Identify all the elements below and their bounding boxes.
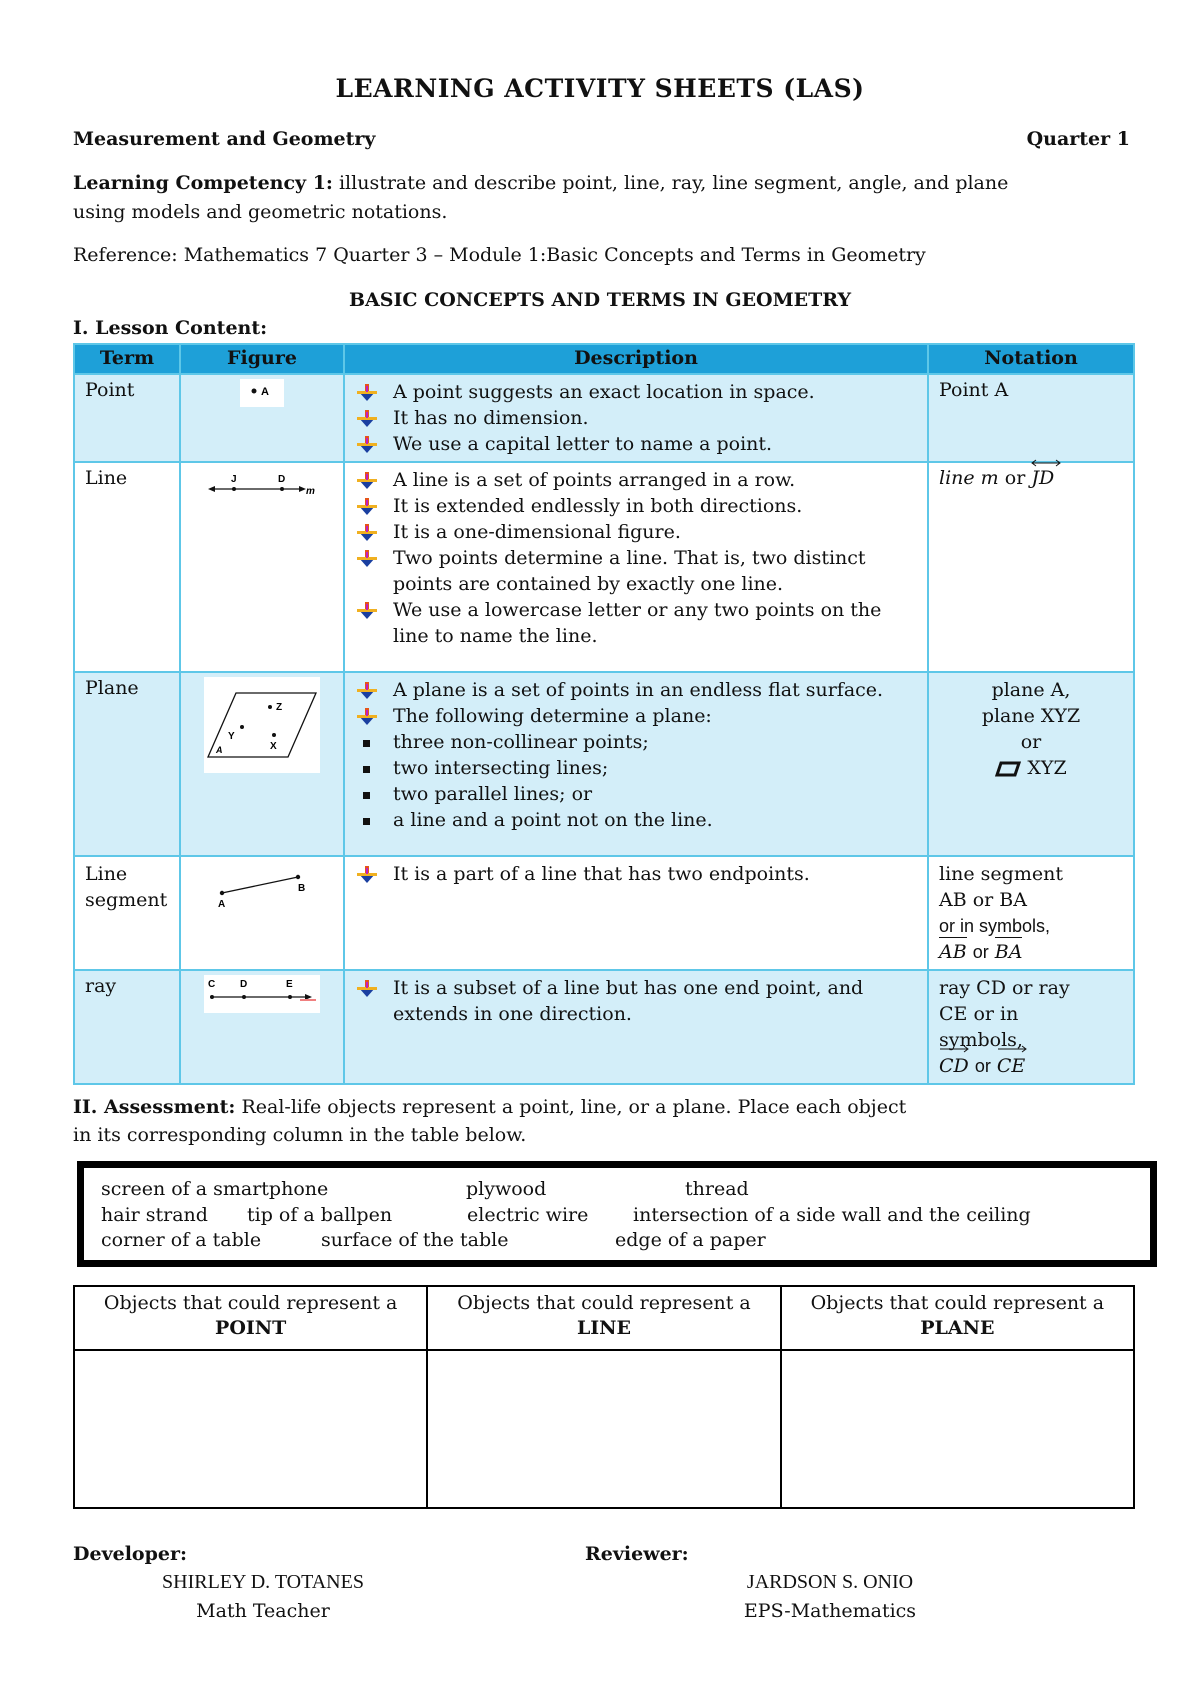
assessment-line-2: in its corresponding column in the table below. [73,1124,527,1146]
notation-line: XYZ [939,755,1123,781]
reviewer-role: EPS-Mathematics [743,1600,917,1622]
figure-label: A [216,745,223,755]
notation-line: plane XYZ [981,705,1081,727]
developer-name: SHIRLEY D. TOTANES [162,1571,364,1593]
section-title: BASIC CONCEPTS AND TERMS IN GEOMETRY [348,289,852,311]
figure-cell [180,970,344,1084]
answer-cell-plane[interactable] [781,1350,1134,1508]
assessment-heading: II. Assessment: [73,1096,236,1118]
notation-line-symbol: JD [1031,467,1054,489]
figure-label: X [270,741,277,752]
col-notation: Notation [928,344,1134,374]
arrow-bullet-icon [357,980,377,998]
competency-text: illustrate and describe point, line, ray, line segment, angle, and plane [338,172,1009,194]
object-item: edge of a paper [615,1229,766,1251]
competency-label: Learning Competency 1: [73,172,333,194]
arrow-bullet-icon [357,682,377,700]
description-list [355,379,917,457]
figure-label: C [208,979,216,990]
arrow-bullet-icon [357,602,377,620]
col-term: Term [74,344,180,374]
object-item: thread [685,1178,749,1200]
square-bullet-icon [363,766,370,773]
description-item: Two points determine a line. That is, two distinct points are contained by exactly one line. [393,545,917,597]
notation-cell: Point A [928,374,1134,462]
arrow-bullet-icon [357,384,377,402]
object-item: surface of the table [321,1229,509,1251]
developer-label: Developer: [73,1543,187,1565]
figure-label: D [278,474,286,485]
quarter-label: Quarter 1 [1026,128,1130,150]
arrow-bullet-icon [357,436,377,454]
description-item: We use a lowercase letter or any two points on the line to name the line. [393,597,917,649]
arrow-bullet-icon [357,708,377,726]
term-cell: Plane [74,672,180,856]
answer-col-plane: Objects that could represent a PLANE [781,1286,1134,1350]
arrow-bullet-icon [357,410,377,428]
description-item: a line and a point not on the line. [393,807,917,833]
description-item: It is extended endlessly in both directions. [393,493,917,519]
description-item: two parallel lines; or [393,781,917,807]
arrow-bullet-icon [357,524,377,542]
point-figure [240,379,284,407]
answer-body-row [74,1350,1134,1508]
arrow-bullet-icon [357,866,377,884]
double-arrow-icon [1031,459,1061,467]
reviewer-label: Reviewer: [585,1543,689,1565]
description-item: We use a capital letter to name a point. [393,431,917,457]
competency-line-1 [73,172,1008,194]
arrow-bullet-icon [357,550,377,568]
answer-cell-point[interactable] [74,1350,427,1508]
figure-label: E [286,979,293,990]
figure-cell [180,856,344,970]
competency-line-2: using models and geometric notations. [73,201,448,223]
description-item: The following determine a plane: [393,703,917,729]
notation-cell [928,672,1134,856]
col-figure: Figure [180,344,344,374]
description-list [355,975,917,1027]
lesson-table [73,343,1135,1085]
description-item: two intersecting lines; [393,755,917,781]
object-item: hair strand [101,1204,208,1226]
notation-cell: line segment AB or BA or in symbols, AB or BA [928,856,1134,970]
description-item: It is a part of a line that has two endpoints. [393,861,917,887]
object-item: intersection of a side wall and the ceiling [633,1204,1031,1226]
subject-label: Measurement and Geometry [73,128,376,150]
arrow-bullet-icon [357,472,377,490]
square-bullet-icon [363,818,370,825]
answer-header-row [74,1286,1134,1350]
lesson-header-row [74,344,1134,374]
notation-cell [928,462,1134,672]
square-bullet-icon [363,792,370,799]
description-cell [344,374,928,462]
notation-line: plane A, [991,679,1071,701]
notation-or: or [1004,467,1026,489]
figure-label: Y [228,731,235,742]
description-cell [344,970,928,1084]
description-list [355,677,917,833]
figure-label: m [306,486,315,497]
lesson-heading: I. Lesson Content: [73,317,268,339]
notation-cell: ray CD or ray CE or in symbols, CD or CE [928,970,1134,1084]
assessment-instructions: Real-life objects represent a point, line, or a plane. Place each object [241,1096,907,1118]
description-item: It is a one-dimensional figure. [393,519,917,545]
object-item: plywood [466,1178,547,1200]
description-cell [344,672,928,856]
figure-label: Z [276,702,283,713]
col-description: Description [344,344,928,374]
description-item: A line is a set of points arranged in a row. [393,467,917,493]
developer-role: Math Teacher [196,1600,330,1622]
reference-text: Reference: Mathematics 7 Quarter 3 – Module 1:Basic Concepts and Terms in Geometry [73,244,926,266]
plane-figure [204,677,320,773]
notation-line-m: line m [939,467,999,489]
objects-box [77,1161,1157,1267]
row-plane [74,672,1134,856]
term-cell: Line segment [74,856,180,970]
description-cell [344,462,928,672]
description-item: It has no dimension. [393,405,917,431]
assessment-line-1 [73,1096,906,1118]
reviewer-name: JARDSON S. ONIO [746,1571,914,1593]
answer-table [73,1285,1135,1509]
line-figure [206,467,318,501]
description-item: A plane is a set of points in an endless flat surface. [393,677,917,703]
object-item: corner of a table [101,1229,262,1251]
description-list [355,861,917,887]
arrow-bullet-icon [357,498,377,516]
description-cell [344,856,928,970]
term-cell: Line [74,462,180,672]
description-list [355,467,917,649]
row-ray [74,970,1134,1084]
description-item: three non-collinear points; [393,729,917,755]
description-item: It is a subset of a line but has one end point, and extends in one direction. [393,975,917,1027]
notation-line: or [1020,731,1042,753]
segment-symbols: AB or BA [939,939,1123,965]
answer-cell-line[interactable] [427,1350,780,1508]
description-item: A point suggests an exact location in space. [393,379,917,405]
figure-cell [180,374,344,462]
answer-col-line: Objects that could represent a LINE [427,1286,780,1350]
answer-col-point: Objects that could represent a POINT [74,1286,427,1350]
figure-label: B [298,883,306,894]
square-bullet-icon [363,740,370,747]
row-line-segment [74,856,1134,970]
object-item: screen of a smartphone [101,1178,329,1200]
object-item: electric wire [467,1204,589,1226]
figure-label: A [261,386,269,398]
ray-figure [204,975,320,1013]
term-cell: ray [74,970,180,1084]
right-arrow-icon [939,1045,969,1053]
figure-label: J [231,474,237,485]
right-arrow-icon [997,1045,1027,1053]
ray-symbols: CD or CE [939,1053,1123,1079]
page-title: LEARNING ACTIVITY SHEETS (LAS) [335,74,865,103]
figure-label: D [240,979,248,990]
term-cell: Point [74,374,180,462]
row-point [74,374,1134,462]
figure-cell [180,672,344,856]
parallelogram-icon [995,761,1021,777]
segment-figure [206,861,318,917]
row-line [74,462,1134,672]
object-item: tip of a ballpen [247,1204,393,1226]
figure-label: A [218,899,226,910]
figure-cell [180,462,344,672]
